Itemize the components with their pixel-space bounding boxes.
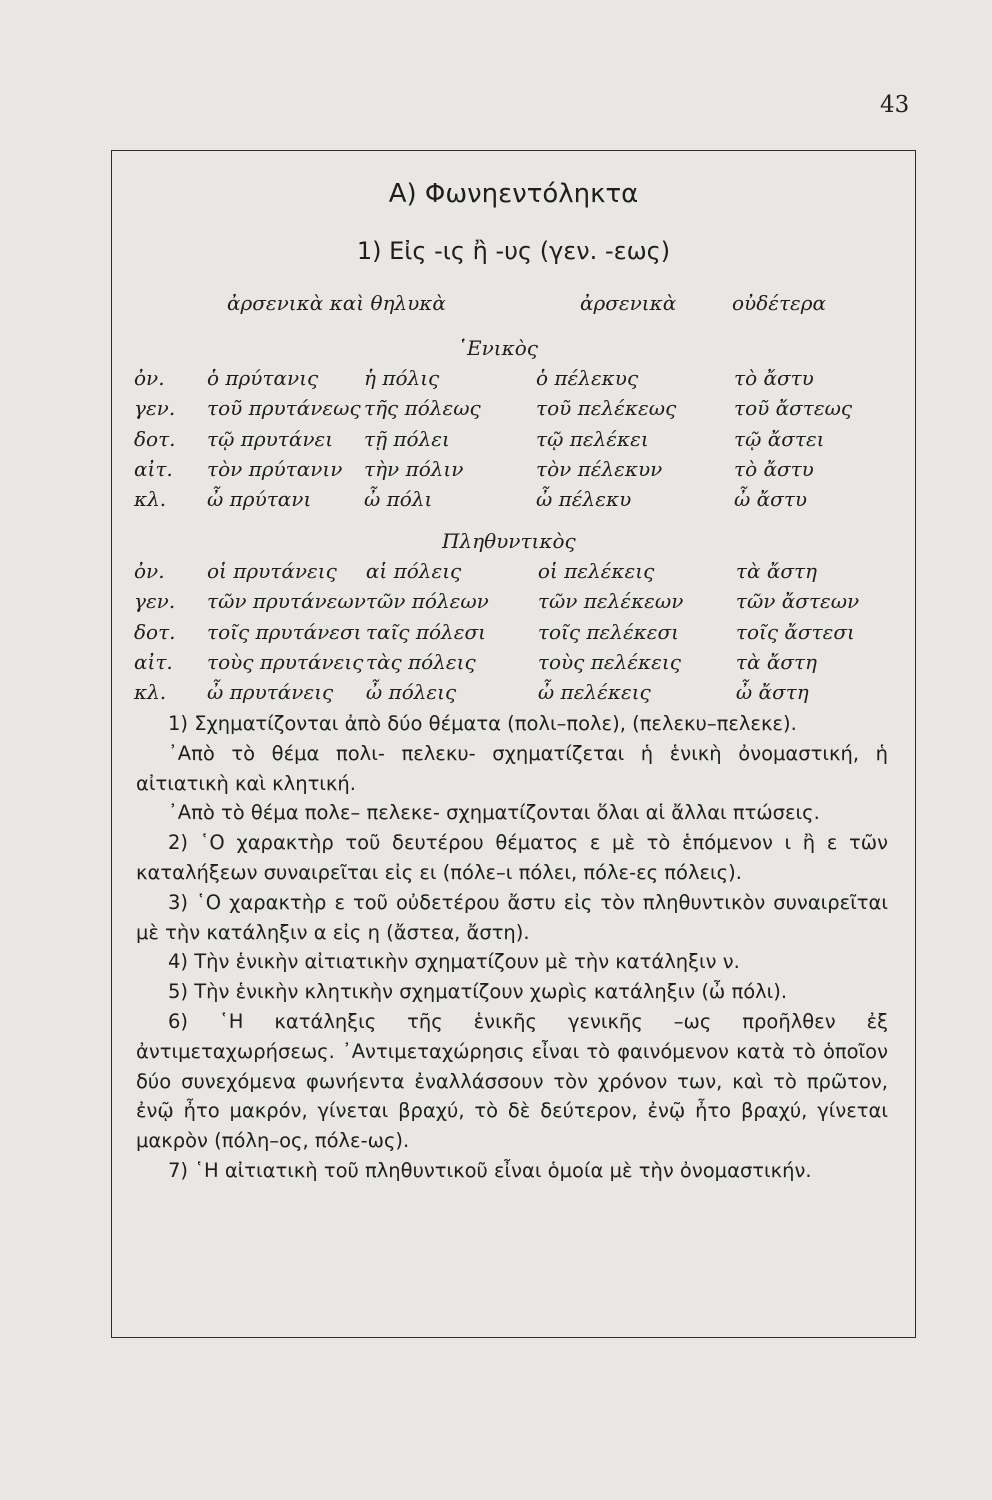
table-cell: τὴν πόλιν bbox=[364, 457, 464, 482]
table-cell: τὰς πόλεις bbox=[365, 650, 476, 675]
note-paragraph: 5) Τὴν ἑνικὴν κλητικὴν σχηματίζουν χωρὶς κατάληξιν (ὦ πόλι). bbox=[168, 980, 788, 1004]
table-cell: τὸν πέλεκυν bbox=[536, 457, 663, 482]
note-paragraph: ᾿Απὸ τὸ θέμα πολι- πελεκυ- σχηματίζεται ἡ ἑνικὴ ὀνομαστική, ἡ αἰτιατικὴ καὶ κλητική. bbox=[136, 741, 888, 795]
table-cell: τοῦ πρυτάνεως bbox=[207, 396, 361, 421]
table-cell: τῷ ἄστει bbox=[734, 426, 825, 451]
note-paragraph: 1) Σχηματίζονται ἀπὸ δύο θέματα (πολι–πολε), (πελεκυ–πελεκε). bbox=[168, 712, 797, 735]
table-cell: τῇ πόλει bbox=[364, 426, 450, 451]
table-row bbox=[134, 393, 874, 423]
table-cell: τοῖς πελέκεσι bbox=[537, 619, 680, 644]
table-cell: οἱ πρυτάνεις bbox=[207, 559, 337, 584]
table-cell: τῶν πελέκεων bbox=[537, 589, 684, 614]
table-cell: τῶν πρυτάνεων bbox=[207, 589, 366, 614]
table-cell: τοὺς πρυτάνεις bbox=[207, 650, 364, 675]
note-paragraph: 2) ῾Ο χαρακτὴρ τοῦ δευτέρου θέματος ε μὲ τὸ ἑπόμενον ι ἢ ε τῶν καταλήξεων συναιρεῖται εἰς ει (πόλε–ι πόλει, πόλε-ες πόλεις). bbox=[136, 831, 888, 884]
table-cell: ὦ πρύτανι bbox=[207, 487, 312, 512]
table-cell: οἱ πελέκεις bbox=[537, 559, 655, 584]
table-cell: τῷ πρυτάνει bbox=[207, 426, 334, 451]
heading-masc-fem: ἀρσενικὰ καὶ θηλυκὰ bbox=[227, 291, 446, 315]
table-cell: τὰ ἄστη bbox=[735, 559, 818, 584]
table-cell: τῆς πόλεως bbox=[364, 396, 481, 421]
section-title: Α) Φωνηεντόληκτα bbox=[388, 179, 639, 209]
table-row bbox=[134, 424, 874, 454]
table-row bbox=[134, 484, 874, 514]
table-cell: ὦ πρυτάνεις bbox=[207, 680, 334, 705]
table-cell: τῶν ἄστεων bbox=[735, 589, 860, 614]
content-frame bbox=[111, 150, 916, 1338]
subsection-title: 1) Εἰς -ις ἢ -υς (γεν. -εως) bbox=[356, 237, 671, 265]
table-cell: τῶν πόλεων bbox=[365, 589, 489, 614]
table-cell: τὸν πρύτανιν bbox=[207, 457, 343, 482]
singular-label: ῾Ενικὸς bbox=[457, 336, 538, 360]
table-cell: ὦ πόλεις bbox=[365, 680, 457, 705]
case-label: κλ. bbox=[134, 680, 167, 705]
case-label: κλ. bbox=[134, 487, 167, 512]
table-cell: ἡ πόλις bbox=[364, 366, 440, 391]
case-label: ὀν. bbox=[134, 366, 165, 391]
note-paragraph: 3) ῾Ο χαρακτὴρ ε τοῦ οὐδετέρου ἄστυ εἰς τὸν πληθυντικὸν συναιρεῖται μὲ τὴν κατάληξιν α εἰς η (ἄστεα, ἄστη). bbox=[136, 890, 888, 944]
table-cell: ὦ ἄστη bbox=[735, 680, 809, 705]
table-row bbox=[134, 556, 876, 586]
table-row bbox=[134, 586, 876, 616]
table-cell: ὦ πέλεκυ bbox=[536, 487, 632, 512]
table-cell: ὦ πελέκεις bbox=[537, 680, 651, 705]
plural-table bbox=[134, 556, 876, 707]
table-cell: τὸ ἄστυ bbox=[734, 457, 814, 482]
table-cell: τὸ ἄστυ bbox=[734, 366, 814, 391]
heading-neuter: οὐδέτερα bbox=[732, 291, 827, 315]
table-cell: ὦ ἄστυ bbox=[734, 487, 808, 512]
heading-masc: ἀρσενικὰ bbox=[580, 291, 677, 315]
table-cell: τοὺς πελέκεις bbox=[537, 650, 681, 675]
case-label: δοτ. bbox=[134, 619, 176, 644]
table-cell: αἱ πόλεις bbox=[365, 559, 462, 584]
case-label: γεν. bbox=[134, 396, 176, 421]
table-cell: ὦ πόλι bbox=[364, 487, 433, 512]
table-cell: τοῦ ἄστεως bbox=[734, 396, 853, 421]
table-cell: τὰ ἄστη bbox=[735, 650, 818, 675]
table-cell: ὁ πέλεκυς bbox=[536, 366, 639, 391]
page-number: 43 bbox=[880, 92, 910, 118]
note-paragraph: 4) Τὴν ἑνικὴν αἰτιατικὴν σχηματίζουν μὲ τὴν κατάληξιν ν. bbox=[168, 950, 740, 974]
table-row bbox=[134, 363, 874, 393]
case-label: αἰτ. bbox=[134, 457, 173, 482]
table-cell: ταῖς πόλεσι bbox=[365, 619, 486, 644]
table-cell: τοῖς πρυτάνεσι bbox=[207, 619, 362, 644]
table-row bbox=[134, 677, 876, 707]
table-cell: τοῖς ἄστεσι bbox=[735, 619, 855, 644]
table-row bbox=[134, 617, 876, 647]
singular-table bbox=[134, 363, 874, 514]
plural-label: Πληθυντικὸς bbox=[442, 529, 576, 553]
table-cell: τοῦ πελέκεως bbox=[536, 396, 677, 421]
table-cell: ὁ πρύτανις bbox=[207, 366, 319, 391]
note-paragraph: ᾿Απὸ τὸ θέμα πολε– πελεκε- σχηματίζονται ὅλαι αἱ ἄλλαι πτώσεις. bbox=[168, 801, 820, 825]
case-label: δοτ. bbox=[134, 426, 176, 451]
note-paragraph: 6) ῾Η κατάληξις τῆς ἑνικῆς γενικῆς –ως προῆλθεν ἐξ ἀντιμεταχωρήσεως. ᾿Αντιμεταχώρησις εἶναι τὸ φαινόμενον κατὰ τὸ ὁποῖον δύο συνεχόμενα φωνήεντα ἐναλλάσσουν τὸν χρόνον των, καὶ τὸ πρῶτον, ἐνῷ ἦτο μακρόν, γίνεται βραχύ, τὸ δὲ δεύτερον, ἐνῷ ἦτο βραχύ, γίνεται μακρὸν (πόλη–ος, πόλε-ως). bbox=[136, 1009, 888, 1153]
note-paragraph: 7) ῾Η αἰτιατικὴ τοῦ πληθυντικοῦ εἶναι ὁμοία μὲ τὴν ὀνομαστικήν. bbox=[168, 1158, 812, 1182]
case-label: γεν. bbox=[134, 589, 176, 614]
table-row bbox=[134, 647, 876, 677]
notes bbox=[136, 709, 888, 1186]
case-label: αἰτ. bbox=[134, 650, 173, 675]
case-label: ὀν. bbox=[134, 559, 165, 584]
table-cell: τῷ πελέκει bbox=[536, 426, 649, 451]
table-row bbox=[134, 454, 874, 484]
